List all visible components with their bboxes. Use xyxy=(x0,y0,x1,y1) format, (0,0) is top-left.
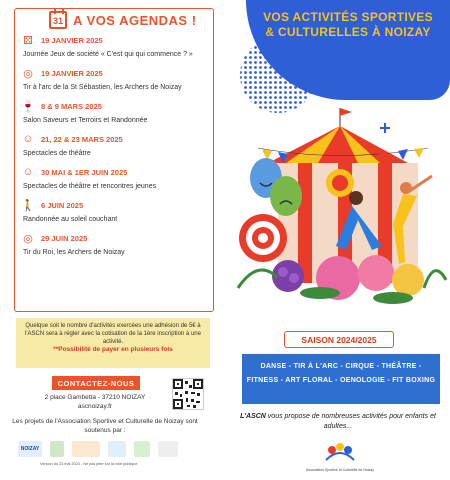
qr-code-icon[interactable] xyxy=(172,378,204,410)
dice-icon: ⚄ xyxy=(23,34,33,47)
event-date: 8 & 9 MARS 2025 xyxy=(41,101,102,111)
agenda-header xyxy=(45,9,201,31)
notice-highlight: **Possibilité de payer en plusieurs fois xyxy=(53,346,173,353)
event-date-row xyxy=(21,132,211,146)
agenda-event xyxy=(21,66,211,93)
page-title: VOS ACTIVITÉS SPORTIVES & CULTURELLES À NOIZAY xyxy=(263,10,433,39)
event-date-row xyxy=(21,66,211,80)
agenda-title: A VOS AGENDAS ! xyxy=(73,12,197,28)
event-list xyxy=(21,33,211,264)
ascn-tagline: L'ASCN vous propose de nombreuses activités pour enfants et adultes... xyxy=(240,413,436,430)
agenda-event xyxy=(21,99,211,126)
partner-logos xyxy=(18,440,208,458)
contact-info xyxy=(30,393,160,411)
address-text: 2 place Gambetta - 37210 NOIZAY xyxy=(44,394,146,401)
calendar-icon: 31 xyxy=(49,11,67,29)
support-text: Les projets de l'Association Sportive et Culturelle de Noizay sont soutenus par : xyxy=(12,418,198,434)
agenda-event xyxy=(21,132,211,159)
event-title: Randonnée au soleil couchant xyxy=(23,216,118,223)
notice-text: Quelque soit le nombre d'activités exercées une adhésion de 5€ à l'ASCN sera à régler avec la cotisation de la 1ère inscription à une activité. xyxy=(25,323,201,345)
hiker-icon: 🚶 xyxy=(21,199,35,212)
agenda-event xyxy=(21,165,211,192)
event-date: 29 JUIN 2025 xyxy=(41,233,88,243)
ascn-logo-icon xyxy=(310,440,370,464)
activities-illustration xyxy=(228,88,450,318)
agenda-event xyxy=(21,231,211,258)
event-title: Tir du Roi, les Archers de Noizay xyxy=(23,249,125,256)
event-date-row xyxy=(21,198,211,212)
agenda-event xyxy=(21,198,211,225)
event-date: 19 JANVIER 2025 xyxy=(41,68,103,78)
contact-button[interactable]: CONTACTEZ-NOUS xyxy=(52,376,140,390)
event-date-row xyxy=(21,165,211,179)
theatre-masks-icon: ☺ xyxy=(22,133,34,145)
agenda-column xyxy=(0,0,222,480)
theatre-masks-icon: ☺ xyxy=(22,166,34,178)
partner-logo-icon xyxy=(50,441,64,457)
event-date: 30 MAI & 1ER JUIN 2025 xyxy=(41,167,128,177)
version-text: Version du 23 mai 2024 - Ne pas jeter sur la voie publique xyxy=(40,462,138,466)
season-badge: SAISON 2024/2025 xyxy=(284,331,394,348)
cover-column xyxy=(228,0,450,480)
agenda-box xyxy=(14,8,214,312)
event-date: 21, 22 & 23 MARS 2025 xyxy=(41,134,123,144)
membership-notice xyxy=(16,318,210,368)
target-icon: ◎ xyxy=(23,232,33,245)
noizay-logo-icon: NOIZAY xyxy=(18,441,42,457)
activities-banner: DANSE - TIR À L'ARC - CIRQUE - THÉÂTRE - FITNESS - ART FLORAL - OENOLOGIE - FIT BOXING xyxy=(242,354,440,404)
event-title: Salon Saveurs et Terroirs et Randonnée xyxy=(23,117,148,124)
event-title: Tir à l'arc de la St Sébastien, les Archers de Noizay xyxy=(23,84,182,91)
event-date-row xyxy=(21,99,211,113)
partner-logo-icon xyxy=(158,441,178,457)
event-date: 19 JANVIER 2025 xyxy=(41,35,103,45)
footer-org-text: Association Sportive et Culturelle de Noizay xyxy=(306,468,374,472)
event-date-row xyxy=(21,33,211,47)
partner-logo-icon xyxy=(72,441,100,457)
target-icon: ◎ xyxy=(23,67,33,80)
agenda-event xyxy=(21,33,211,60)
wine-glass-icon: 🍷 xyxy=(21,100,35,113)
event-date: 6 JUIN 2025 xyxy=(41,200,84,210)
event-title: Journée Jeux de société « C'est qui qui commence ? » xyxy=(23,51,193,58)
website-link[interactable]: ascnoizay.fr xyxy=(77,403,113,410)
event-title: Spectacles de théâtre et rencontres jeunes xyxy=(23,183,157,190)
partner-logo-icon xyxy=(134,441,150,457)
event-title: Spectacles de théâtre xyxy=(23,150,91,157)
partner-logo-icon xyxy=(108,441,126,457)
event-date-row xyxy=(21,231,211,245)
